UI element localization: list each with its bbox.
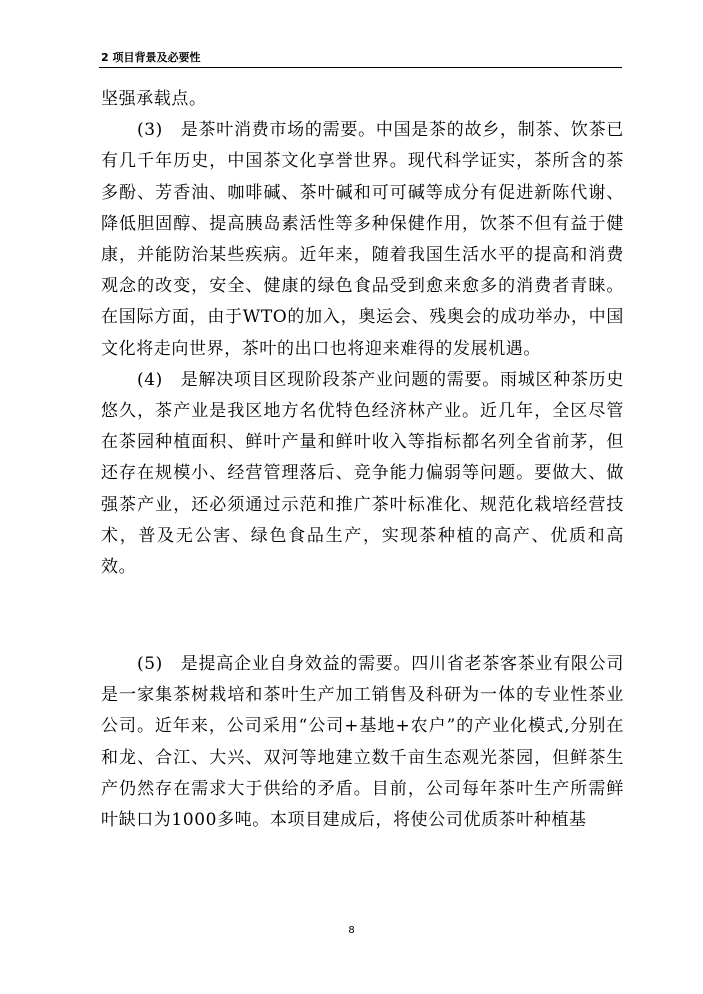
paragraph-4: (4) 是解决项目区现阶段茶产业问题的需要。雨城区种茶历史悠久，茶产业是我区地方名优特色经济林产业。近几年，全区尽管在茶园种植面积、鲜叶产量和鲜叶收入等指标都名列全省前茅，但还存在规模小、经营管理落后、竞争能力偏弱等问题。要做大、做强茶产业，还必须通过示范和推广茶叶标准化、规范化栽培经营技术，普及无公害、绿色食品生产，实现茶种植的高产、优质和高效。 [101,369,624,578]
running-header: 2 项目背景及必要性 [101,51,201,64]
header-rule [99,67,622,68]
page-number: 8 [348,925,355,936]
body-text-lower [101,649,624,836]
paragraph-3: (3) 是茶叶消费市场的需要。中国是茶的故乡，制茶、饮茶已有几千年历史，中国茶文化享誉世界。现代科学证实，茶所含的茶多酚、芳香油、咖啡碱、茶叶碱和可可碱等成分有促进新陈代谢、降低胆固醇、提高胰岛素活性等多种保健作用，饮茶不但有益于健康，并能防治某些疾病。近年来，随着我国生活水平的提高和消费观念的改变，安全、健康的绿色食品受到愈来愈多的消费者青睐。在国际方面，由于WTO的加入，奥运会、残奥会的成功举办，中国文化将走向世界，茶叶的出口也将迎来难得的发展机遇。 [101,120,624,359]
paragraph-continuation: 坚强承载点。 [101,89,207,109]
body-text-upper [101,84,624,583]
paragraph-5: (5) 是提高企业自身效益的需要。四川省老茶客茶业有限公司是一家集茶树栽培和茶叶生产加工销售及科研为一体的专业性茶业公司。近年来，公司采用“公司+基地+农户”的产业化模式,分别在和龙、合江、大兴、双河等地建立数千亩生态观光茶园，但鲜茶生产仍然存在需求大于供给的矛盾。目前，公司每年茶叶生产所需鲜叶缺口为1000多吨。本项目建成后，将使公司优质茶叶种植基 [101,654,624,831]
